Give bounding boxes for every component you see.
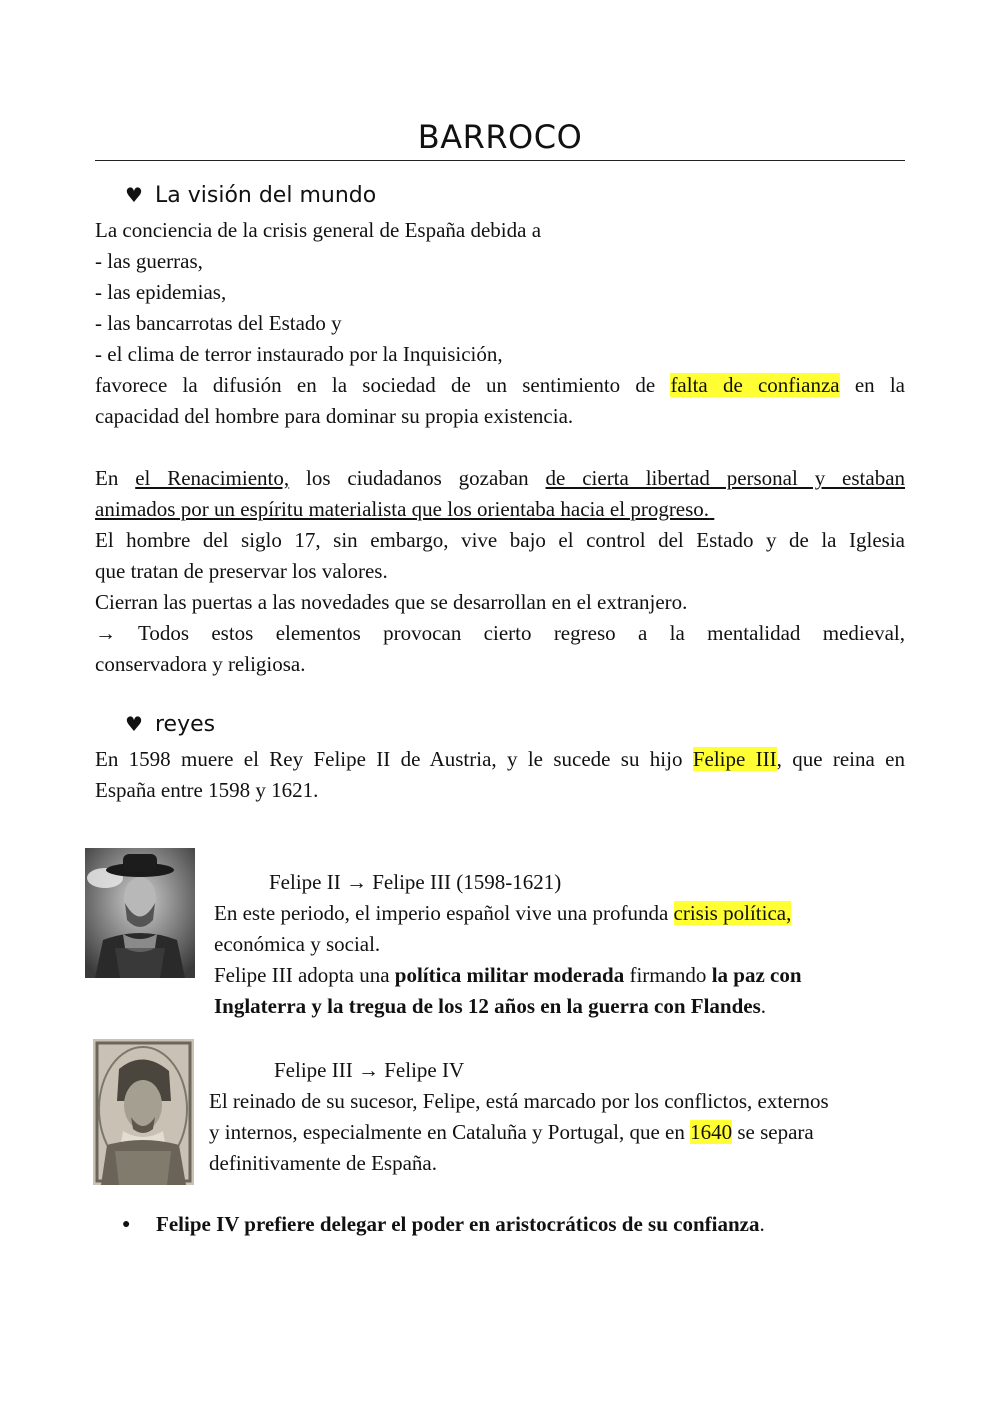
paragraph-line: En 1598 muere el Rey Felipe II de Austria, y le sucede su hijo Felipe III, que reina en <box>95 747 905 771</box>
paragraph-line: Felipe III adopta una política militar moderada firmando la paz con <box>214 963 802 987</box>
arrow-icon: → <box>345 870 367 894</box>
paragraph-line: y internos, especialmente en Cataluña y Portugal, que en 1640 se separa <box>209 1120 814 1144</box>
section-vision-body <box>95 215 905 680</box>
block-felipe-ii <box>214 867 914 1022</box>
intro-text: La conciencia de la crisis general de España debida a <box>95 218 542 242</box>
block-header: Felipe III → Felipe IV <box>274 1058 465 1082</box>
paragraph-line: Inglaterra y la tregua de los 12 años en la guerra con Flandes. <box>214 994 767 1018</box>
bold-text: Inglaterra y la tregua de los 12 años en la guerra con Flandes <box>214 994 761 1018</box>
paragraph-line: conservadora y religiosa. <box>95 652 306 676</box>
paragraph-line: → Todos estos elementos provocan cierto regreso a la mentalidad medieval, <box>95 621 905 645</box>
bold-text: la paz con <box>711 963 802 987</box>
list-item: - las bancarrotas del Estado y <box>95 311 342 335</box>
bullet-dot-icon: ● <box>122 1216 131 1232</box>
paragraph-line <box>95 494 905 525</box>
paragraph-line: Cierran las puertas a las novedades que se desarrollan en el extranjero. <box>95 590 688 614</box>
bold-text: Felipe IV prefiere delegar el poder en aristocráticos de su confianza <box>156 1212 760 1236</box>
list-item: - el clima de terror instaurado por la Inquisición, <box>95 342 503 366</box>
list-item: - las guerras, <box>95 249 203 273</box>
paragraph-line: capacidad del hombre para dominar su propia existencia. <box>95 404 574 428</box>
underlined-text: el Renacimiento, <box>135 466 290 490</box>
highlighted-text: Felipe III <box>692 747 777 771</box>
paragraph-line: En el Renacimiento, los ciudadanos gozaban de cierta libertad personal y estaban <box>95 466 906 490</box>
list-item: - las epidemias, <box>95 280 227 304</box>
section-heading-label: La visión del mundo <box>155 183 377 208</box>
highlighted-text: 1640 <box>690 1120 733 1144</box>
heart-bullet-icon: ♥ <box>125 712 143 736</box>
paragraph-line: España entre 1598 y 1621. <box>95 778 319 802</box>
bold-text: política militar moderada <box>394 963 625 987</box>
highlighted-text: falta de confianza <box>670 373 840 397</box>
highlighted-text: crisis política, <box>673 901 792 925</box>
paragraph-line: favorece la difusión en la sociedad de un sentimiento de falta de confianza en la <box>95 373 905 397</box>
paragraph-line: económica y social. <box>214 932 381 956</box>
section-heading-reyes <box>125 712 215 737</box>
paragraph-line: En este periodo, el imperio español vive una profunda crisis política, <box>214 901 792 925</box>
portrait-felipe-iii-image <box>93 1039 194 1185</box>
arrow-icon: → <box>357 1058 379 1082</box>
paragraph-line: El reinado de su sucesor, Felipe, está marcado por los conflictos, externos <box>209 1089 829 1113</box>
underlined-text: de cierta libertad personal y estaban <box>545 466 906 490</box>
paragraph-line: que tratan de preservar los valores. <box>95 559 388 583</box>
section-heading-label: reyes <box>155 712 216 737</box>
portrait-felipe-ii-image <box>85 848 195 978</box>
blank-line <box>95 432 905 463</box>
block-felipe-iii <box>209 1055 909 1179</box>
arrow-icon: → <box>95 621 116 645</box>
final-bullet-item: ● Felipe IV prefiere delegar el poder en aristocráticos de su confianza. <box>122 1209 922 1242</box>
heart-bullet-icon: ♥ <box>125 183 143 207</box>
paragraph-line: El hombre del siglo 17, sin embargo, vive bajo el control del Estado y de la Iglesia <box>95 528 905 552</box>
section-heading-vision <box>125 183 376 208</box>
block-header: Felipe II → Felipe III (1598-1621) <box>269 870 562 894</box>
underlined-text: animados por un espíritu materialista que los orientaba hacia el progreso. <box>95 497 710 521</box>
page-title: BARROCO <box>95 118 905 161</box>
paragraph-line: definitivamente de España. <box>209 1151 437 1175</box>
section-reyes-body <box>95 744 905 806</box>
